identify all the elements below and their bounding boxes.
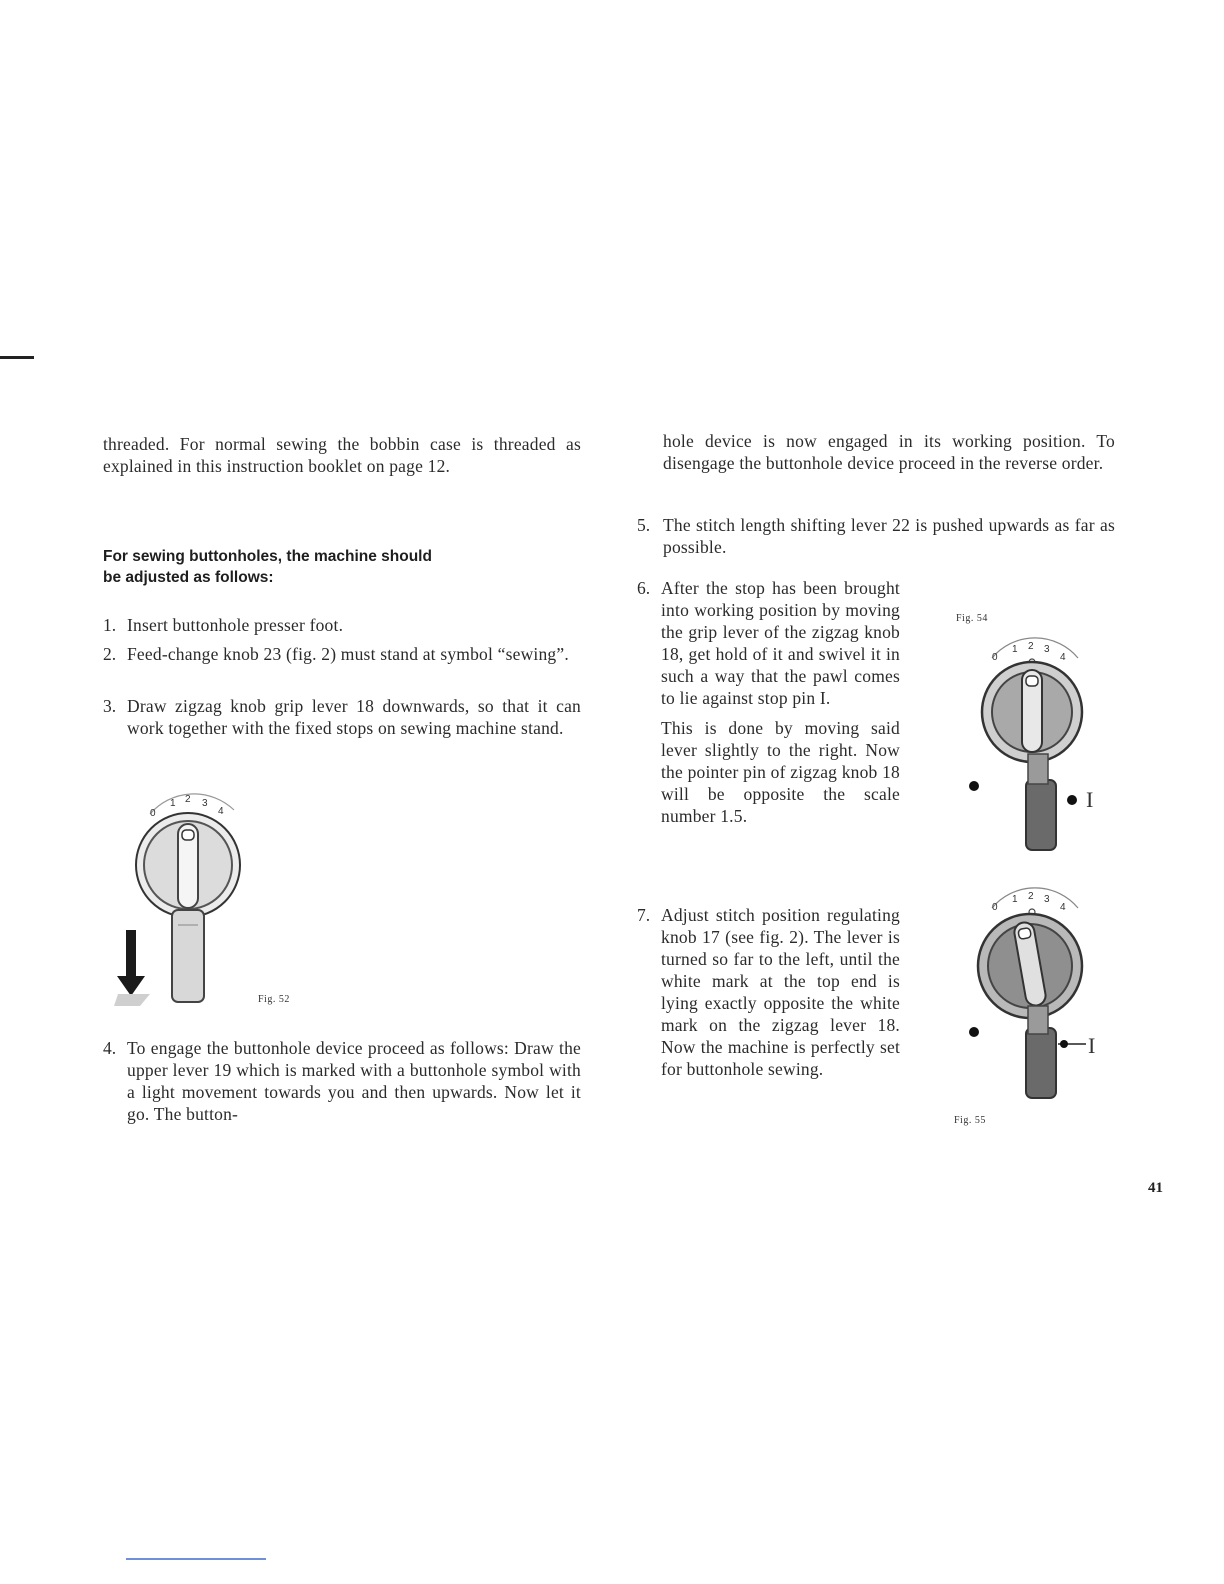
scale-label-2: 2 [1028,641,1034,652]
step-2 [103,643,581,665]
step-text: After the stop has been brought into working position by moving the grip lever of the zigzag knob 18, get hold of it and swivel it in such a way that the pawl comes to lie against stop pin I. [661,578,900,708]
step-6 [637,577,900,827]
fig-54-caption: Fig. 54 [956,613,988,624]
step-4 [103,1037,581,1125]
scale-label-0: 0 [992,652,998,663]
fig-52-caption: Fig. 52 [258,994,290,1005]
step-number: 6. [637,578,651,598]
scale-label-1: 1 [1012,644,1018,655]
scale-label-3: 3 [1044,644,1050,655]
page-number: 41 [1148,1180,1163,1196]
down-arrow-icon [117,930,145,996]
section-heading-line2: be adjusted as follows: [103,569,274,586]
step-3 [103,695,581,739]
step-5 [637,514,1115,558]
section-heading [103,546,583,588]
stop-dot [969,1027,979,1037]
step-number: 5. [637,515,651,535]
intro-paragraph: threaded. For normal sewing the bobbin case is threaded as explained in this instruction booklet on page 12. [103,434,581,476]
continued-paragraph: hole device is now engaged in its working position. To disengage the buttonhole device proceed in the reverse order. [663,431,1115,473]
scale-label-1: 1 [1012,894,1018,905]
step-number: 1. [103,615,117,635]
step-text-extra: This is done by moving said lever slightly to the right. Now the pointer pin of zigzag knob 18 will be opposite the scale number 1.5. [661,718,900,826]
stop-dot [969,781,979,791]
step-text: Adjust stitch position regulating knob 17 (see fig. 2). The lever is turned so far to the left, until the white mark at the top end is lying exactly opposite the white mark on the zigzag lever 18. Now the machine is perfectly set for buttonhole sewing. [661,905,900,1079]
scale-label-4: 4 [1060,902,1066,913]
step-text: The stitch length shifting lever 22 is pushed upwards as far as possible. [663,515,1115,557]
step-text: Feed-change knob 23 (fig. 2) must stand at symbol “sewing”. [127,644,569,664]
scale-label-3: 3 [202,798,208,809]
scale-label-0: 0 [150,808,156,819]
stop-pin-dot [1060,1040,1068,1048]
scale-label-3: 3 [1044,894,1050,905]
scale-label-4: 4 [1060,652,1066,663]
scale-label-2: 2 [185,794,191,805]
step-number: 3. [103,696,117,716]
zigzag-knob-illustration [960,630,1110,855]
scale-label-2: 2 [1028,891,1034,902]
scale-label-0: 0 [992,902,998,913]
step-text: Draw zigzag knob grip lever 18 downwards, so that it can work together with the fixed stops on sewing machine stand. [127,696,581,738]
step-number: 2. [103,644,117,664]
zigzag-knob-illustration [110,780,250,1010]
scale-label-4: 4 [218,806,224,817]
stop-pin-label: I [1086,787,1094,812]
fig-54 [960,630,1110,855]
fig-52 [110,780,250,1010]
stop-pin-dot [1067,795,1077,805]
stop-pin-label: I [1088,1033,1096,1058]
step-text: Insert buttonhole presser foot. [127,615,344,635]
section-heading-line1: For sewing buttonholes, the machine should [103,548,432,565]
fig-55-caption: Fig. 55 [954,1115,986,1126]
step-1 [103,614,581,636]
fig-55 [960,880,1110,1105]
step-7 [637,904,900,1080]
scale-label-1: 1 [170,798,176,809]
step-number: 7. [637,905,651,925]
step-number: 4. [103,1038,117,1058]
bottom-rule [126,1558,266,1560]
step-text: To engage the buttonhole device proceed as follows: Draw the upper lever 19 which is marked with a buttonhole symbol with a light movement towards you and then upwards. Now let it go. The button- [127,1038,581,1124]
zigzag-knob-illustration [960,880,1110,1105]
margin-mark [0,356,34,359]
